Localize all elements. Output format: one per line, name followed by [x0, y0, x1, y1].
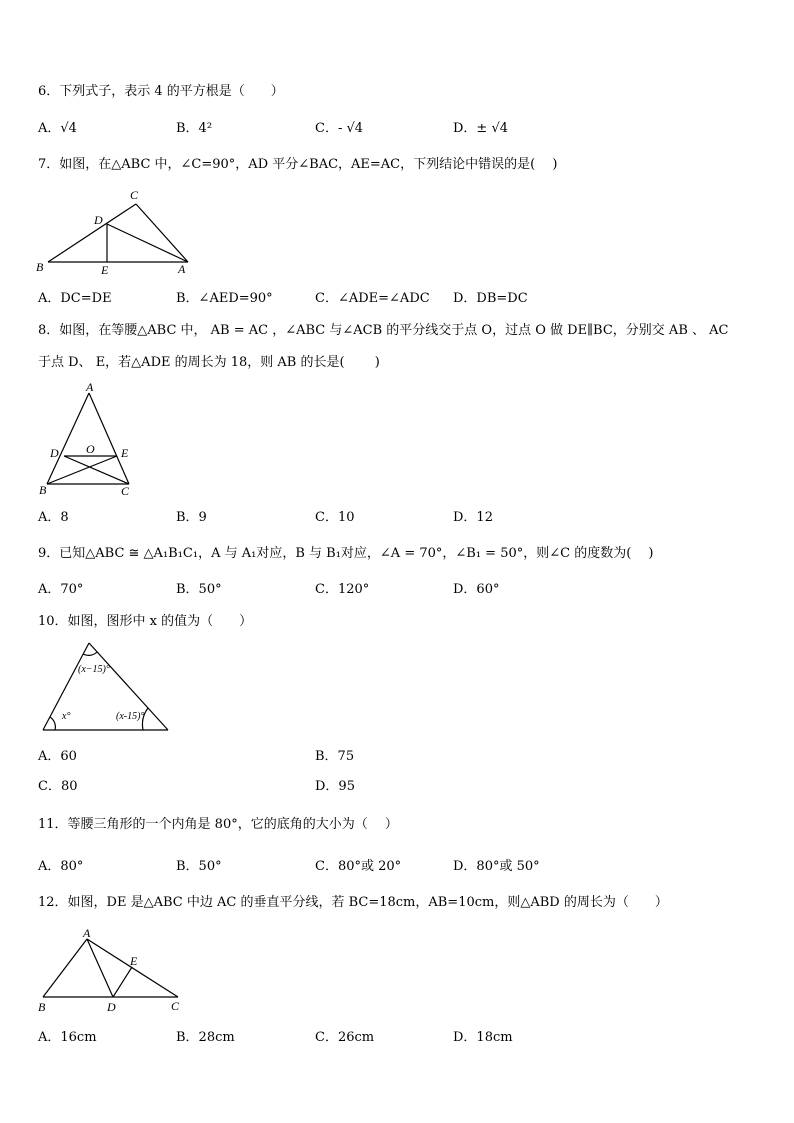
question-8-stem-line1: 8．如图，在等腰△ABC 中， AB = AC ，∠ABC 与∠ACB 的平分线交于点 O，过点 O 做 DE∥BC，分别交 AB 、 AC [38, 323, 729, 338]
q7-option-b[interactable]: B．∠AED=90° [176, 291, 273, 306]
q8-label-d: D [50, 446, 59, 460]
q8-label-a: A [86, 380, 94, 394]
q7-option-c[interactable]: C．∠ADE=∠ADC [315, 291, 430, 306]
q7-label-c: C [130, 188, 139, 202]
q11-option-b[interactable]: B．50° [176, 859, 222, 874]
q9-option-c[interactable]: C．120° [315, 582, 370, 597]
q10-label-right: (x-15)° [116, 711, 145, 722]
q10-label-top: (x−15)° [78, 664, 110, 675]
q11-option-a[interactable]: A．80° [38, 859, 84, 874]
q12-option-c[interactable]: C．26cm [315, 1030, 375, 1045]
q12-label-c: C [171, 999, 180, 1013]
question-6-stem: 6．下列式子，表示 4 的平方根是（ ） [38, 84, 284, 99]
q10-option-d[interactable]: D．95 [315, 779, 355, 794]
q7-label-d: D [94, 213, 103, 227]
q12-option-b[interactable]: B．28cm [176, 1030, 235, 1045]
q12-label-d: D [107, 1000, 116, 1014]
q10-option-b[interactable]: B．75 [315, 749, 355, 764]
q12-option-a[interactable]: A．16cm [38, 1030, 97, 1045]
q7-label-a: A [178, 262, 186, 276]
q6-option-c[interactable]: C．- √4 [315, 121, 364, 136]
q8-option-a[interactable]: A．8 [38, 510, 69, 525]
question-7-stem: 7．如图，在△ABC 中，∠C=90°，AD 平分∠BAC，AE=AC，下列结论中错误的是( ) [38, 157, 558, 172]
q12-label-b: B [38, 1000, 46, 1014]
question-10-stem: 10．如图，图形中 x 的值为（ ） [38, 614, 253, 629]
q12-label-e: E [130, 954, 138, 968]
q8-label-e: E [121, 446, 129, 460]
question-9-stem: 9．已知△ABC ≅ △A₁B₁C₁，A 与 A₁对应，B 与 B₁对应，∠A = 70°，∠B₁ = 50°，则∠C 的度数为( ) [38, 546, 654, 561]
q8-option-c[interactable]: C．10 [315, 510, 355, 525]
q8-option-d[interactable]: D．12 [453, 510, 493, 525]
q10-option-c[interactable]: C．80 [38, 779, 78, 794]
q8-label-b: B [39, 483, 47, 497]
q8-label-c: C [121, 484, 130, 498]
q8-label-o: O [86, 442, 95, 456]
q12-segment-ab [43, 939, 87, 997]
q6-option-b[interactable]: B．4² [176, 121, 213, 136]
q12-label-a: A [83, 926, 91, 940]
q10-option-a[interactable]: A．60 [38, 749, 77, 764]
q11-option-c[interactable]: C．80°或 20° [315, 859, 402, 874]
question-8-stem-line2: 于点 D、 E，若△ADE 的周长为 18，则 AB 的长是( ) [38, 355, 380, 370]
question-12-stem: 12．如图，DE 是△ABC 中边 AC 的垂直平分线，若 BC=18cm，AB=10cm，则△ABD 的周长为（ ） [38, 895, 668, 910]
q9-option-d[interactable]: D．60° [453, 582, 500, 597]
q11-option-d[interactable]: D．80°或 50° [453, 859, 540, 874]
q7-label-b: B [36, 260, 44, 274]
q7-option-a[interactable]: A．DC=DE [38, 291, 112, 306]
q8-option-b[interactable]: B．9 [176, 510, 207, 525]
q7-label-e: E [101, 263, 109, 277]
q12-segment-de [113, 967, 132, 997]
q7-option-d[interactable]: D．DB=DC [453, 291, 528, 306]
question-11-stem: 11．等腰三角形的一个内角是 80°，它的底角的大小为（ ） [38, 817, 398, 832]
q12-option-d[interactable]: D．18cm [453, 1030, 513, 1045]
q9-option-b[interactable]: B．50° [176, 582, 222, 597]
q9-option-a[interactable]: A．70° [38, 582, 84, 597]
q10-label-left: x° [62, 711, 71, 722]
q6-option-d[interactable]: D．± √4 [453, 121, 509, 136]
q6-option-a[interactable]: A．√4 [38, 121, 77, 136]
